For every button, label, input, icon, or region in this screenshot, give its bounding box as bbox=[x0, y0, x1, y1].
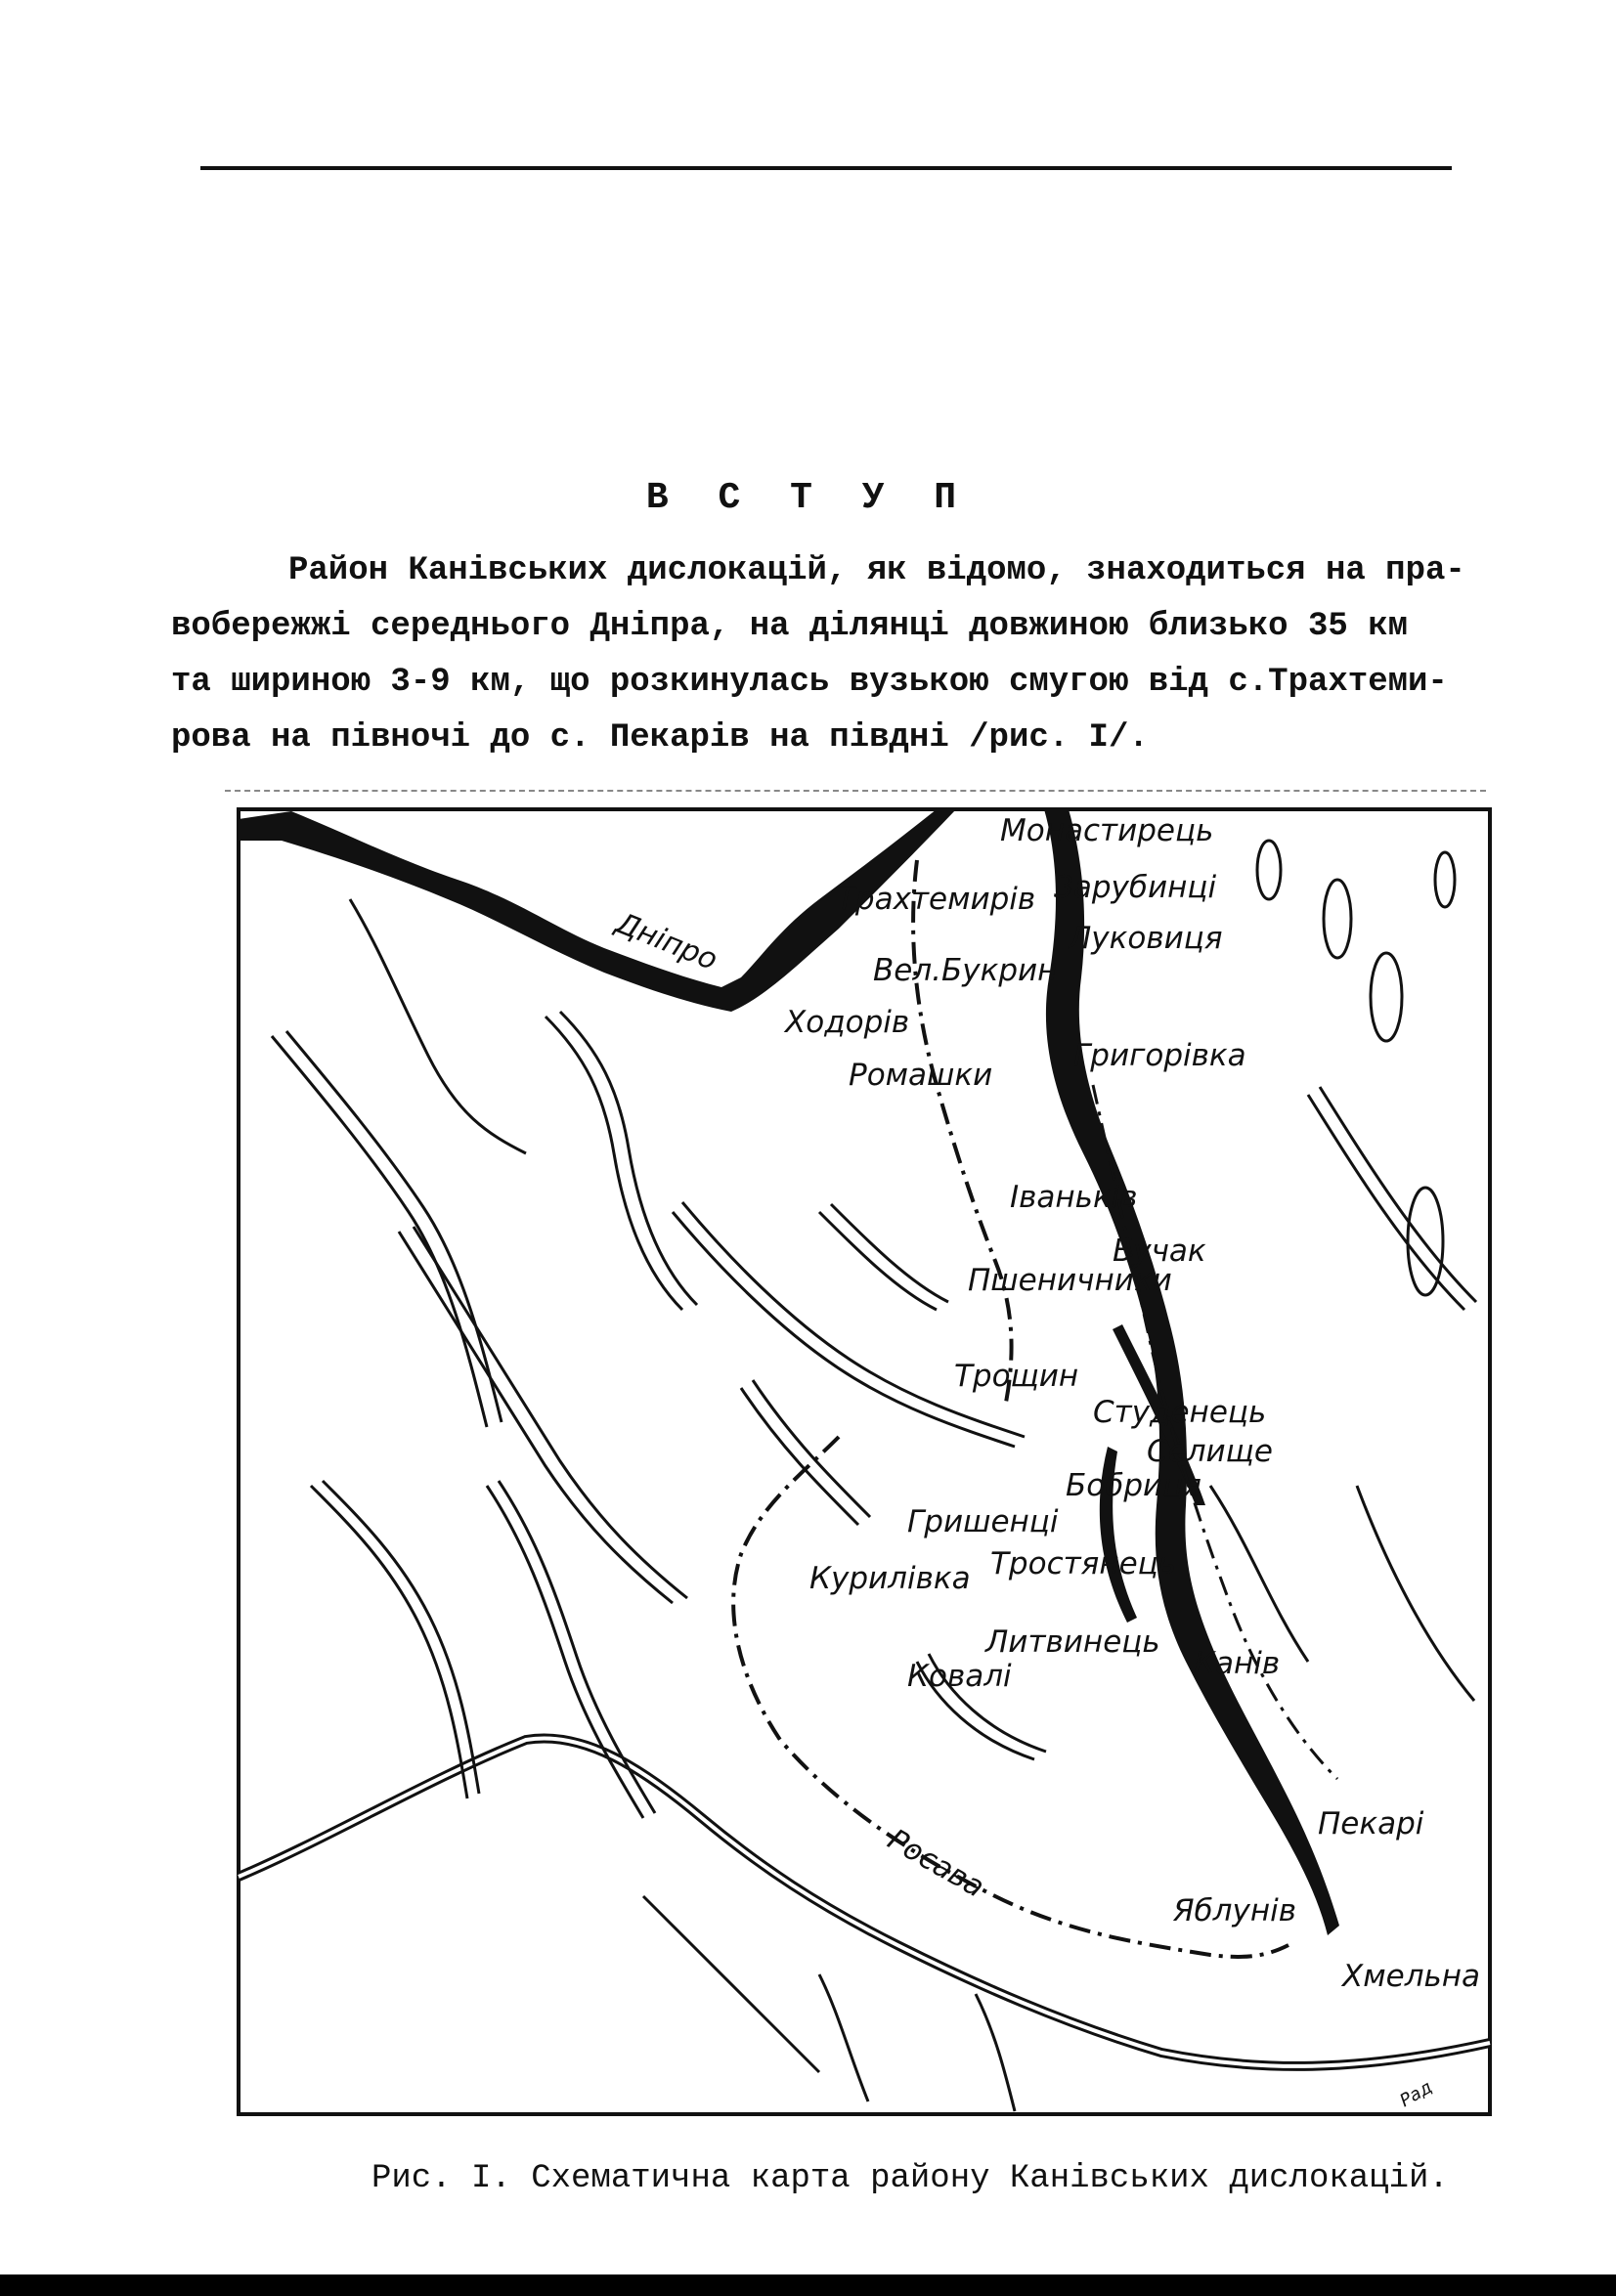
place-label: Трощин bbox=[954, 1359, 1079, 1394]
place-label: Пшеничники bbox=[968, 1263, 1172, 1298]
place-label: Ковалі bbox=[907, 1659, 1012, 1694]
place-label: Вел.Букрин bbox=[873, 953, 1058, 988]
place-label: Гришенці bbox=[907, 1504, 1059, 1539]
place-label: Луковиця bbox=[1069, 921, 1223, 956]
figure-caption: Рис. I. Схематична карта району Канівських дислокацій. bbox=[371, 2160, 1449, 2197]
place-label: Ромашки bbox=[849, 1058, 993, 1093]
map-signature: Рад bbox=[1396, 2076, 1436, 2112]
paragraph-line: вобережжі середнього Дніпра, на ділянці довжиною близько 35 км bbox=[171, 608, 1409, 645]
paragraph-line: Район Канівських дислокацій, як відомо, знаходиться на пра- bbox=[288, 552, 1465, 589]
place-label: Бучак bbox=[1113, 1234, 1206, 1269]
oxbow-lakes bbox=[1257, 841, 1455, 1295]
place-label: Пекарі bbox=[1318, 1806, 1424, 1841]
paragraph-line: рова на півночі до с. Пекарів на півдні /рис. I/. bbox=[171, 719, 1149, 757]
place-label: Литвинець bbox=[985, 1625, 1160, 1660]
place-label: Хмельна bbox=[1342, 1959, 1481, 1994]
place-label: Бобриця bbox=[1066, 1468, 1201, 1503]
scan-bottom-edge bbox=[0, 2274, 1616, 2296]
dashed-divider bbox=[225, 790, 1486, 792]
place-label: Студенець bbox=[1093, 1395, 1267, 1430]
place-label: Курилівка bbox=[809, 1561, 971, 1596]
place-label: Яблунів bbox=[1173, 1893, 1296, 1928]
page-title: В С Т У П bbox=[645, 477, 971, 519]
top-rule bbox=[200, 166, 1452, 170]
paragraph-line: та шириною 3-9 км, що розкинулась вузькою смугою від с.Трахтеми- bbox=[171, 664, 1448, 701]
rosava-label: Росава bbox=[882, 1822, 990, 1905]
intro-paragraph bbox=[171, 543, 1520, 766]
schematic-map bbox=[233, 801, 1504, 2121]
place-label: Селище bbox=[1147, 1434, 1273, 1469]
place-label: Ходорів bbox=[785, 1005, 910, 1040]
dnipro-main-channel bbox=[1044, 809, 1339, 1935]
place-label: Канів bbox=[1194, 1646, 1281, 1681]
place-label: Трахтемирів bbox=[837, 882, 1036, 917]
place-label: Монастирець bbox=[1000, 813, 1214, 848]
place-label: Тростянець bbox=[990, 1546, 1177, 1581]
settlement-labels bbox=[783, 813, 1480, 1994]
dnipro-label: Дніпро bbox=[611, 905, 722, 978]
place-label: Іваньків bbox=[1010, 1180, 1138, 1215]
rosava-river bbox=[239, 1738, 1490, 2065]
place-label: Григорівка bbox=[1073, 1038, 1246, 1073]
place-label: Зарубинці bbox=[1054, 870, 1217, 905]
